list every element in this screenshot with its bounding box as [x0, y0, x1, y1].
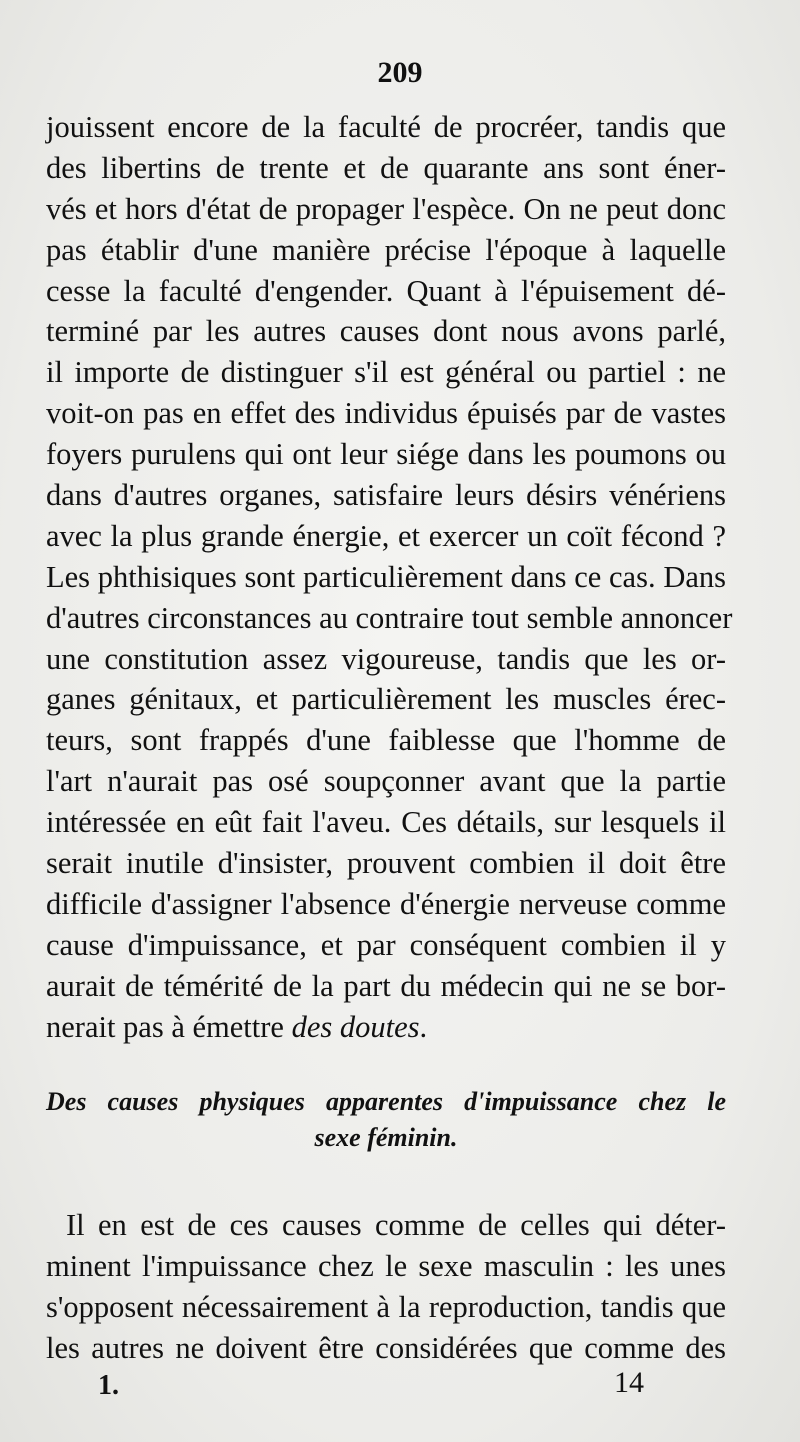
text-line: jouissent encore de la faculté de procréer, tandis que	[46, 110, 726, 144]
text-line: ganes génitaux, et particulièrement les muscles érec-	[46, 682, 726, 717]
heading-line: Des causes physiques apparentes d'impuissance chez le	[46, 1087, 726, 1116]
text-line: difficile d'assigner l'absence d'énergie nerveuse comme	[46, 886, 726, 921]
text-line: s'opposent nécessairement à la reproduction, tandis que	[46, 1289, 726, 1324]
text-line: une constitution assez vigoureuse, tandis que les or-	[46, 641, 726, 676]
gathering-number: 14	[614, 1366, 644, 1399]
text-line: minent l'impuissance chez le sexe masculin : les unes	[46, 1248, 726, 1283]
text-run: nerait pas à émettre	[46, 1009, 292, 1044]
text-line: Il en est de ces causes comme de celles qui déter-	[66, 1208, 726, 1242]
text-line: les autres ne doivent être considérées que comme des	[46, 1330, 726, 1365]
text-line: voit-on pas en effet des individus épuisés par de vastes	[46, 396, 726, 431]
text-line: intéressée en eût fait l'aveu. Ces détails, sur lesquels il	[46, 805, 726, 840]
text-line: d'autres circonstances au contraire tout semble annoncer	[46, 600, 733, 635]
text-line: serait inutile d'insister, prouvent combien il doit être	[46, 846, 726, 881]
text-line: dans d'autres organes, satisfaire leurs désirs vénériens	[46, 478, 726, 513]
text-line: cause d'impuissance, et par conséquent combien il y	[46, 927, 726, 962]
text-line: pas établir d'une manière précise l'époque à laquelle	[46, 232, 726, 267]
text-line: des libertins de trente et de quarante ans sont éner-	[46, 150, 726, 185]
emphasis-text: des doutes	[291, 1009, 420, 1044]
paragraph-impotence-exhaustion	[46, 107, 733, 1047]
text-line: l'art n'aurait pas osé soupçonner avant que la partie	[46, 764, 726, 799]
page-number: 209	[377, 56, 423, 89]
text-run: .	[419, 1009, 428, 1044]
text-line: teurs, sont frappés d'une faiblesse que l'homme de	[46, 723, 726, 758]
text-line: il importe de distinguer s'il est général ou partiel : ne	[46, 355, 726, 390]
signature-mark: 1.	[98, 1370, 119, 1401]
paragraph-female-causes	[46, 1205, 726, 1369]
text-line: aurait de témérité de la part du médecin qui ne se bor-	[46, 968, 726, 1003]
section-heading	[46, 1084, 726, 1156]
text-line: avec la plus grande énergie, et exercer un coït fécond ?	[46, 518, 726, 553]
text-line: foyers purulens qui ont leur siége dans les poumons ou	[46, 437, 726, 472]
text-line: Les phthisiques sont particulièrement dans ce cas. Dans	[46, 559, 726, 594]
text-line: terminé par les autres causes dont nous avons parlé,	[46, 314, 726, 349]
text-line-final	[46, 1007, 726, 1048]
heading-line: sexe féminin.	[314, 1123, 458, 1152]
text-line: cesse la faculté d'engender. Quant à l'épuisement dé-	[46, 273, 726, 308]
text-line: vés et hors d'état de propager l'espèce. On ne peut donc	[46, 191, 726, 226]
